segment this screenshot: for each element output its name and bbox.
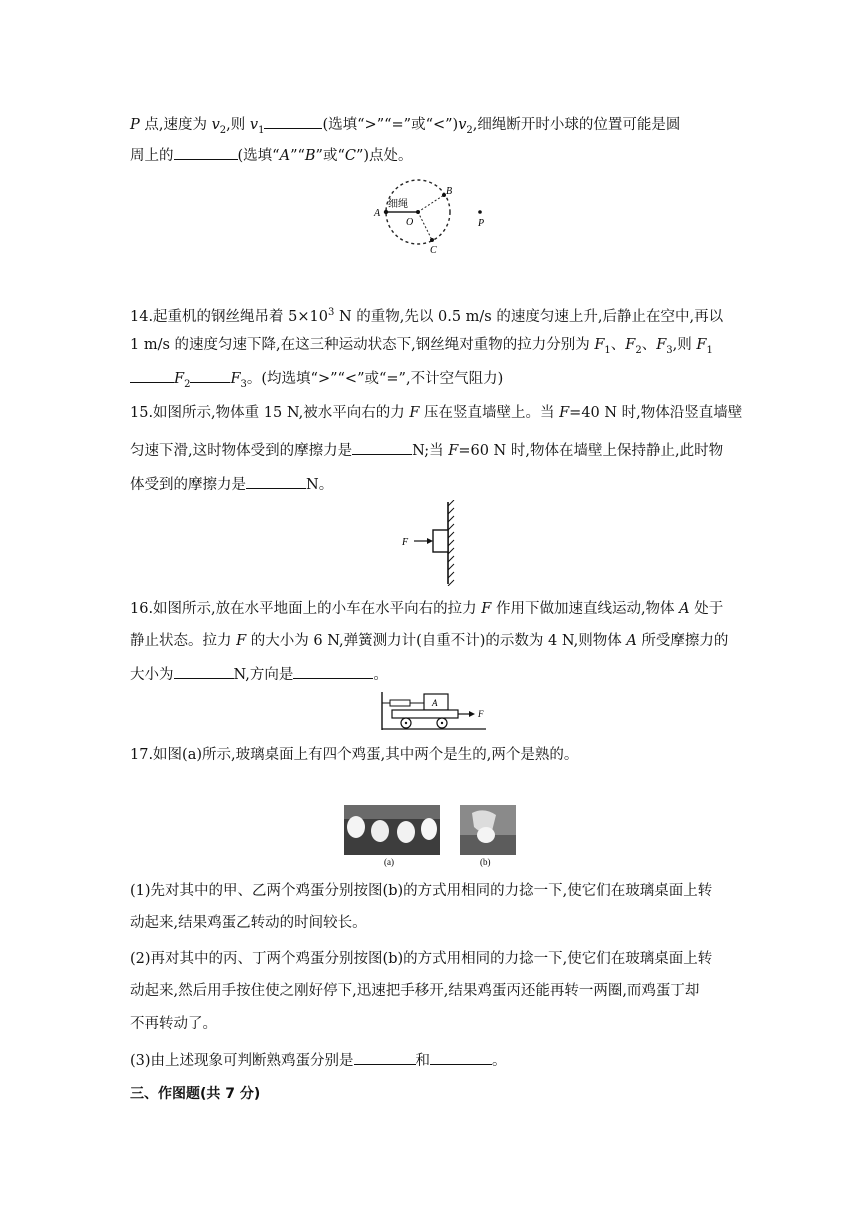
text: 2: [635, 344, 642, 356]
eggs-photos-figure: [344, 805, 520, 867]
answer-blank[interactable]: [174, 663, 234, 679]
text: ,细绳断开时小球的位置可能是圆: [472, 117, 681, 133]
circle-rope-figure: [360, 178, 500, 258]
answer-blank[interactable]: [352, 439, 412, 455]
text: 3: [328, 307, 335, 318]
text: 。: [492, 1053, 507, 1069]
text: 周上的: [130, 148, 174, 164]
text: =60 N 时,物体在墙壁上保持静止,此时物: [458, 443, 724, 459]
egg-icon: [421, 818, 437, 840]
text: 1: [258, 124, 265, 136]
text: 。(均选填“>”“<”或“=”,不计空气阻力): [246, 371, 504, 387]
answer-blank[interactable]: [430, 1049, 492, 1065]
wheel-hub: [441, 722, 443, 724]
text: C: [344, 148, 356, 164]
text: 体受到的摩擦力是: [130, 477, 246, 493]
label-f: F: [402, 537, 409, 548]
text: F: [409, 405, 420, 421]
block: [433, 530, 448, 552]
q14-line-1: [130, 303, 723, 327]
answer-blank[interactable]: [130, 367, 174, 383]
text: 3: [240, 378, 247, 390]
label-f: F: [478, 709, 484, 719]
text: 17.如图(a)所示,玻璃桌面上有四个鸡蛋,其中两个是生的,两个是熟的。: [130, 747, 579, 763]
text: F: [656, 337, 667, 353]
text: 3: [666, 344, 673, 356]
text: 匀速下滑,这时物体受到的摩擦力是: [130, 443, 353, 459]
force-arrowhead: [469, 711, 475, 717]
text: v: [458, 117, 467, 133]
wall-block-figure: [400, 500, 470, 586]
text: 动起来,然后用手按住使之刚好停下,迅速把手移开,结果鸡蛋丙还能再转一两圈,而鸡蛋丁却: [130, 983, 700, 999]
text: A: [679, 601, 690, 617]
point-a: [384, 210, 388, 214]
text: F: [559, 405, 570, 421]
q13-line-2: [130, 144, 413, 166]
text: 处于: [689, 601, 724, 617]
text: 2: [184, 378, 191, 390]
q17-p2-line-2: [130, 981, 699, 1001]
text: F: [230, 371, 241, 387]
q17-p1-line-2: [130, 913, 367, 933]
text: 2: [219, 124, 227, 136]
text: 大小为: [130, 667, 174, 683]
text: B: [304, 148, 316, 164]
q16-line-1: [130, 599, 723, 619]
point-p: [478, 210, 482, 214]
text: 压在竖直墙壁上。当: [419, 405, 560, 421]
text: F: [481, 601, 492, 617]
answer-blank[interactable]: [190, 367, 230, 383]
text: 三、作图题(共 7 分): [130, 1086, 261, 1102]
text: (1)先对其中的甲、乙两个鸡蛋分别按图(b)的方式用相同的力捻一下,使它们在玻璃桌面上转: [130, 883, 713, 899]
q17-intro: [130, 745, 578, 765]
text: A: [626, 633, 637, 649]
wheel-hub: [405, 722, 407, 724]
q14-line-3: [130, 367, 503, 395]
point-o: [416, 210, 420, 214]
cart-figure: [378, 690, 490, 732]
answer-blank[interactable]: [246, 473, 306, 489]
text: 1: [604, 344, 611, 356]
q17-p2-line-3: [130, 1014, 217, 1034]
egg-icon: [371, 820, 389, 842]
egg-icon: [397, 821, 415, 843]
text: ”“: [290, 148, 305, 164]
label-a: A: [374, 208, 381, 219]
answer-blank[interactable]: [354, 1049, 416, 1065]
text: 所受摩擦力的: [636, 633, 729, 649]
label-b: B: [446, 186, 453, 197]
text: 点,速度为: [139, 117, 212, 133]
wall-hatch: [448, 500, 454, 586]
text: N 的重物,先以 0.5 m/s 的速度匀速上升,后静止在空中,再以: [334, 308, 724, 325]
text: 1 m/s 的速度匀速下降,在这三种运动状态下,钢丝绳对重物的拉力分别为: [130, 337, 595, 353]
label-p: P: [478, 218, 485, 229]
label-b: (b): [480, 857, 491, 867]
text: 不再转动了。: [130, 1016, 217, 1032]
text: A: [279, 148, 291, 164]
text: 15.如图所示,物体重 15 N,被水平向右的力: [130, 405, 410, 421]
radius-ob: [418, 195, 444, 212]
egg-icon: [477, 827, 495, 843]
text: P: [130, 117, 140, 133]
q17-p3: [130, 1049, 507, 1071]
text: v: [249, 117, 259, 133]
q15-line-2: [130, 439, 723, 461]
text: 作用下做加速直线运动,物体: [491, 601, 680, 617]
q16-line-3: [130, 663, 388, 685]
q15-line-3: [130, 473, 333, 495]
text: 动起来,结果鸡蛋乙转动的时间较长。: [130, 915, 367, 931]
text: 、: [641, 337, 657, 353]
text: 、: [610, 337, 626, 353]
q13-line-1: [130, 113, 680, 141]
q17-p2-line-1: [130, 949, 712, 969]
text: N;当: [412, 443, 449, 459]
text: F: [236, 633, 247, 649]
text: F: [174, 371, 185, 387]
label-o: O: [406, 217, 414, 228]
text: ”或“: [315, 148, 345, 164]
egg-icon: [347, 816, 365, 838]
text: N,方向是: [233, 667, 294, 683]
text: 16.如图所示,放在水平地面上的小车在水平向右的拉力: [130, 601, 482, 617]
text: ,则: [672, 337, 697, 353]
text: ”)点处。: [355, 148, 413, 164]
text: F: [448, 443, 459, 459]
text: (选填“: [237, 148, 280, 164]
label-rope: 细绳: [388, 199, 408, 210]
text: F: [696, 337, 707, 353]
q14-line-2: [130, 335, 713, 361]
answer-blank[interactable]: [264, 113, 322, 129]
q17-p1-line-1: [130, 881, 712, 901]
text: 的大小为 6 N,弹簧测力计(自重不计)的示数为 4 N,则物体: [246, 633, 627, 649]
radius-oc: [418, 212, 432, 240]
label-a: A: [432, 698, 438, 708]
cart-body: [392, 710, 458, 718]
section-title: [130, 1084, 260, 1104]
answer-blank[interactable]: [174, 144, 238, 160]
spring-scale: [390, 700, 410, 706]
text: 静止状态。拉力: [130, 633, 237, 649]
text: 2: [466, 124, 473, 136]
point-c: [430, 238, 434, 242]
text: (2)再对其中的丙、丁两个鸡蛋分别按图(b)的方式用相同的力捻一下,使它们在玻璃桌面上转: [130, 951, 713, 967]
text: (3)由上述现象可判断熟鸡蛋分别是: [130, 1053, 354, 1069]
q15-line-1: [130, 403, 742, 423]
text: F: [594, 337, 605, 353]
text: =40 N 时,物体沿竖直墙壁: [569, 405, 743, 421]
text: F: [625, 337, 636, 353]
force-arrowhead: [427, 538, 433, 544]
q16-line-2: [130, 631, 728, 651]
label-c: C: [430, 245, 437, 256]
text: 1: [706, 344, 713, 356]
text: 和: [415, 1053, 431, 1069]
text: ,则: [226, 117, 250, 133]
text: v: [211, 117, 220, 133]
answer-blank[interactable]: [293, 663, 373, 679]
text: N。: [306, 477, 334, 493]
text: (选填“>”“=”或“<”): [322, 117, 459, 133]
text: 14.起重机的钢丝绳吊着 5×10: [130, 308, 328, 325]
text: 。: [373, 667, 388, 683]
label-a: (a): [384, 857, 394, 867]
